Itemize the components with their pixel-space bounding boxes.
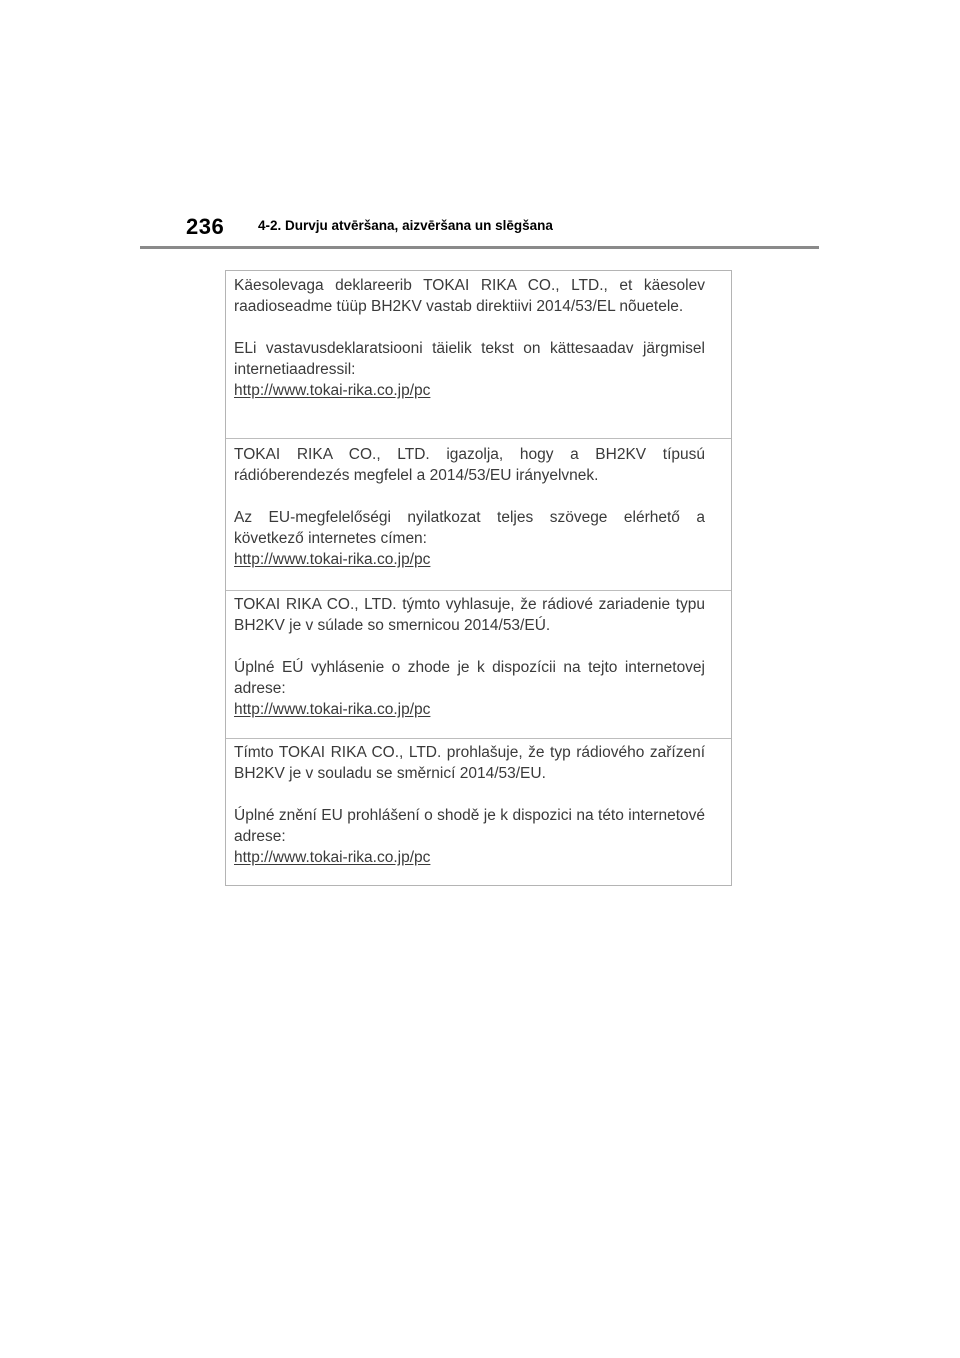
declaration-availability: Az EU-megfelelőségi nyilatkozat teljes szövege elérhető a következő internetes címen:: [234, 509, 705, 547]
declaration-slovak: [226, 591, 731, 739]
declaration-hungarian: [226, 441, 731, 591]
declaration-url-link[interactable]: http://www.tokai-rika.co.jp/pc: [234, 849, 431, 866]
declaration-statement: Käesolevaga deklareerib TOKAI RIKA CO., LTD., et käesolev raadioseadme tüüp BH2KV vastab direktiivi 2014/53/EL nõuetele.: [234, 277, 705, 315]
page-header: [140, 210, 819, 249]
declaration-estonian: [226, 275, 731, 439]
page-number: 236: [186, 214, 225, 239]
declaration-statement: TOKAI RIKA CO., LTD. igazolja, hogy a BH2KV típusú rádióberendezés megfelel a 2014/53/EU irányelvnek.: [234, 446, 705, 484]
declaration-czech: [226, 739, 731, 885]
declaration-url-link[interactable]: http://www.tokai-rika.co.jp/pc: [234, 382, 431, 399]
declaration-availability: ELi vastavusdeklaratsiooni täielik tekst on kättesaadav järgmisel internetiaadressil:: [234, 340, 705, 378]
declaration-availability: Úplné znění EU prohlášení o shodě je k dispozici na této internetové adrese:: [234, 807, 705, 845]
declaration-statement: TOKAI RIKA CO., LTD. týmto vyhlasuje, že rádiové zariadenie typu BH2KV je v súlade so smernicou 2014/53/EÚ.: [234, 596, 705, 634]
declarations-box: [225, 270, 732, 886]
declaration-url-link[interactable]: http://www.tokai-rika.co.jp/pc: [234, 701, 431, 718]
section-title: 4-2. Durvju atvēršana, aizvēršana un slēgšana: [258, 218, 553, 233]
declaration-url-link[interactable]: http://www.tokai-rika.co.jp/pc: [234, 551, 431, 568]
declaration-statement: Tímto TOKAI RIKA CO., LTD. prohlašuje, že typ rádiového zařízení BH2KV je v souladu se směrnicí 2014/53/EU.: [234, 744, 705, 782]
declaration-availability: Úplné EÚ vyhlásenie o zhode je k dispozícii na tejto internetovej adrese:: [234, 659, 705, 697]
